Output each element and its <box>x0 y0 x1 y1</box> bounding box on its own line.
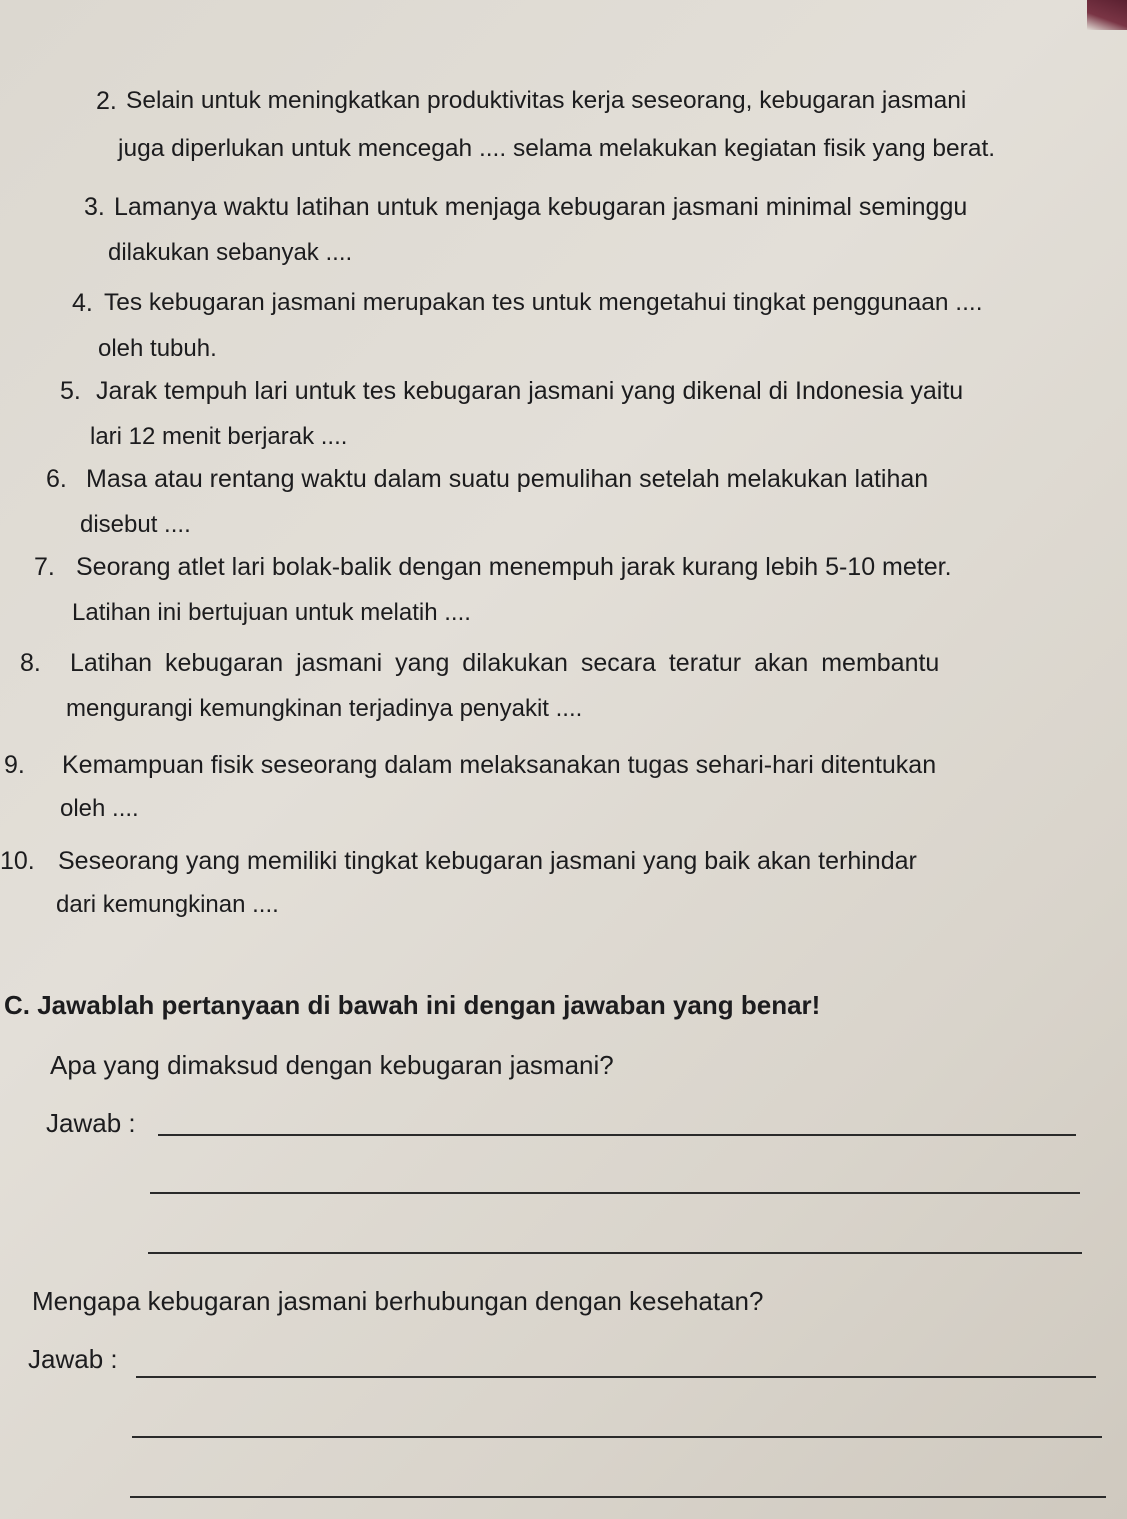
question-text-line-2: lari 12 menit berjarak .... <box>90 423 348 450</box>
question-number: 2. <box>96 87 117 115</box>
question-text-line-2: disebut .... <box>80 511 191 538</box>
question-number: 7. <box>34 553 55 581</box>
background-corner <box>1087 0 1127 30</box>
essay-question-1: Apa yang dimaksud dengan kebugaran jasmani? <box>50 1050 614 1080</box>
answer-line[interactable] <box>130 1496 1106 1498</box>
question-number: 3. <box>84 193 105 221</box>
question-text-line-2: Latihan ini bertujuan untuk melatih .... <box>72 599 471 626</box>
question-text-line-2: dilakukan sebanyak .... <box>108 239 353 266</box>
answer-line[interactable] <box>150 1192 1080 1194</box>
question-number: 4. <box>72 289 93 317</box>
question-text-line-2: mengurangi kemungkinan terjadinya penyakit .... <box>66 695 583 722</box>
question-text-line-1: Lamanya waktu latihan untuk menjaga kebugaran jasmani minimal seminggu <box>114 193 968 221</box>
answer-label-2: Jawab : <box>28 1344 118 1374</box>
essay-question-2: Mengapa kebugaran jasmani berhubungan dengan kesehatan? <box>32 1286 764 1316</box>
answer-line[interactable] <box>158 1134 1076 1136</box>
question-text-line-2: dari kemungkinan .... <box>56 891 279 918</box>
question-text-line-2: oleh .... <box>60 795 139 822</box>
question-number: 5. <box>60 377 81 405</box>
question-number: 8. <box>20 649 41 677</box>
question-text-line-2: juga diperlukan untuk mencegah .... selama melakukan kegiatan fisik yang berat. <box>118 135 996 162</box>
answer-label-1: Jawab : <box>46 1108 136 1138</box>
question-text-line-1: Tes kebugaran jasmani merupakan tes untuk mengetahui tingkat penggunaan .... <box>104 289 983 316</box>
question-text-line-1: Jarak tempuh lari untuk tes kebugaran jasmani yang dikenal di Indonesia yaitu <box>96 377 964 405</box>
answer-line[interactable] <box>132 1436 1102 1438</box>
question-number: 9. <box>4 751 25 779</box>
answer-line[interactable] <box>148 1252 1082 1254</box>
question-text-line-1: Latihan kebugaran jasmani yang dilakukan secara teratur akan membantu <box>70 649 940 677</box>
question-text-line-2: oleh tubuh. <box>98 335 217 362</box>
answer-line[interactable] <box>136 1376 1096 1378</box>
question-text-line-1: Kemampuan fisik seseorang dalam melaksanakan tugas sehari-hari ditentukan <box>62 751 937 779</box>
section-c-title: C. Jawablah pertanyaan di bawah ini dengan jawaban yang benar! <box>4 990 821 1020</box>
question-number: 10. <box>0 847 35 875</box>
question-text-line-1: Seorang atlet lari bolak-balik dengan menempuh jarak kurang lebih 5-10 meter. <box>76 553 952 581</box>
question-text-line-1: Masa atau rentang waktu dalam suatu pemulihan setelah melakukan latihan <box>86 465 929 493</box>
question-text-line-1: Selain untuk meningkatkan produktivitas kerja seseorang, kebugaran jasmani <box>126 87 967 114</box>
question-text-line-1: Seseorang yang memiliki tingkat kebugaran jasmani yang baik akan terhindar <box>58 847 917 875</box>
question-number: 6. <box>46 465 67 493</box>
